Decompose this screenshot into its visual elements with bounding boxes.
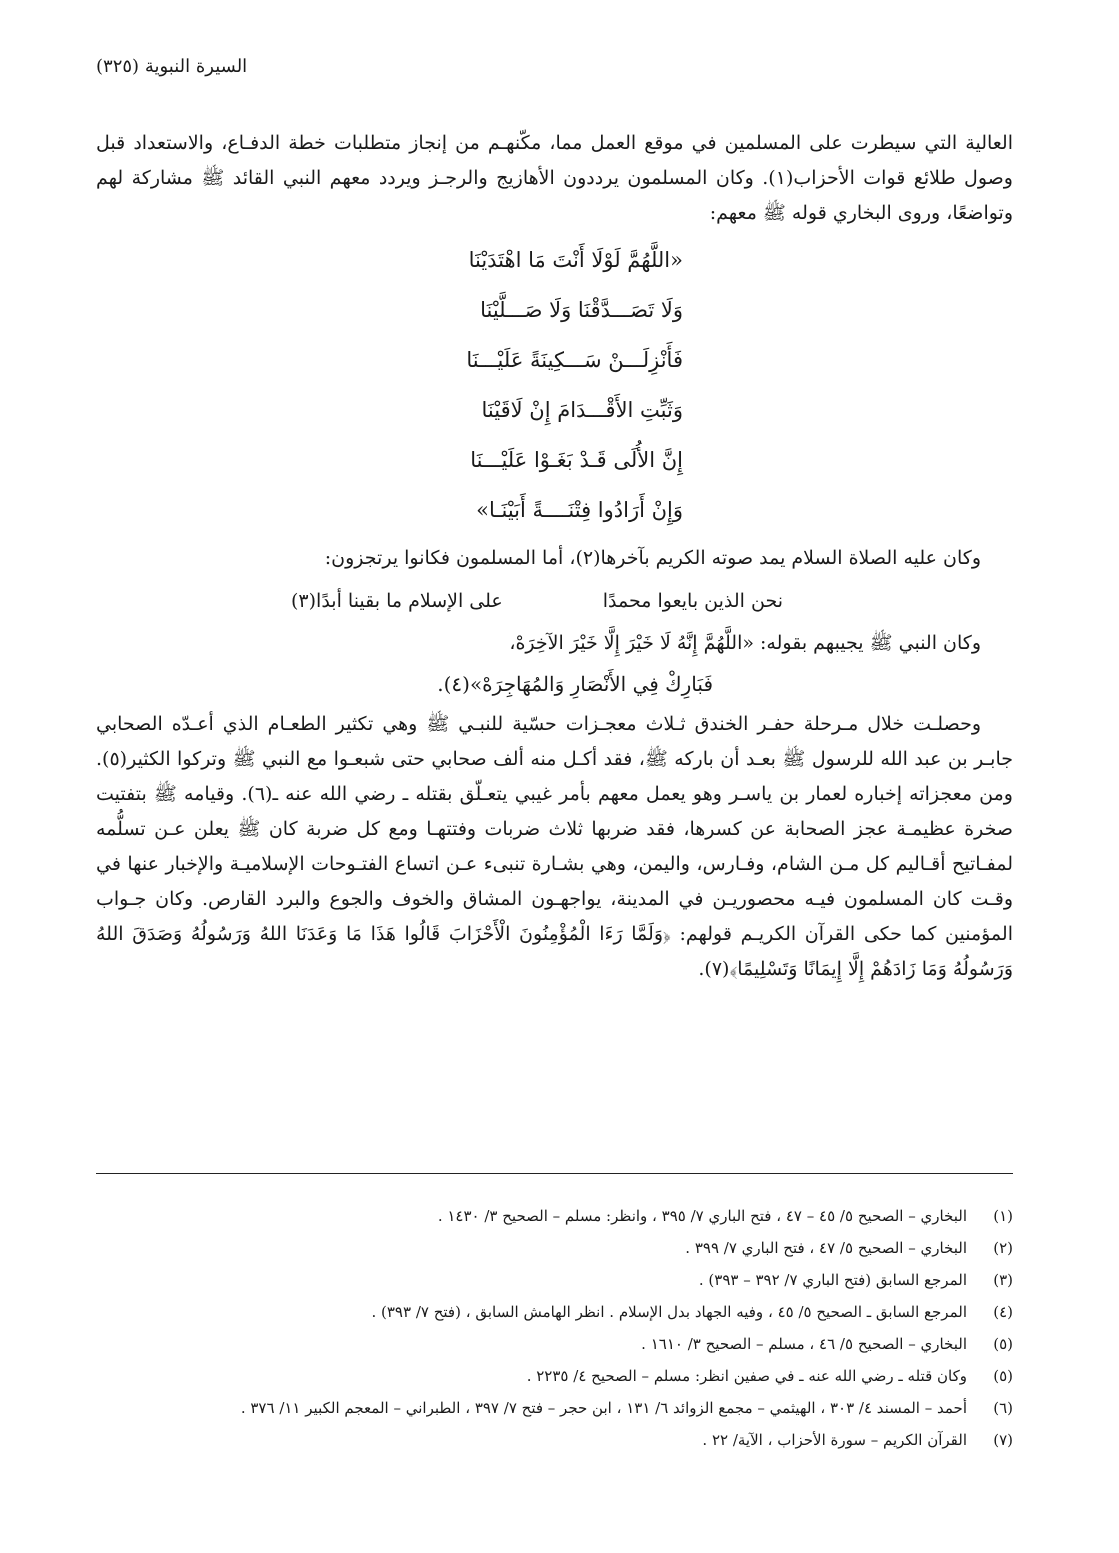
footnote-text: البخاري – الصحيح ٥/ ٤٦ ، مسلم – الصحيح ٣/ ١٦١٠ .: [641, 1335, 967, 1353]
couplet-second-hemistich: على الإسلام ما بقينا أبدًا(٣): [291, 590, 503, 612]
poem-line: وَثَبِّتِ الأَقْـــدَامَ إِنْ لَاقَيْنَا: [481, 398, 683, 422]
prophet-reply-line-1: وكان النبي ﷺ يجيبهم بقوله: «اللَّهُمَّ إِنَّهُ لَا خَيْرَ إِلَّا خَيْرَ الآخِرَهْ،: [509, 632, 981, 654]
footnote: [96, 1232, 1013, 1264]
footnote-divider: [96, 1173, 1013, 1174]
footnote-number: (١): [993, 1207, 1013, 1225]
footnote-text: البخاري – الصحيح ٥/ ٤٥ – ٤٧ ، فتح الباري ٧/ ٣٩٥ ، وانظر: مسلم – الصحيح ٣/ ١٤٣٠ .: [437, 1207, 967, 1225]
footnote-number: (٢): [993, 1239, 1013, 1257]
paragraph-2: وكان عليه الصلاة السلام يمد صوته الكريم بآخرها(٢)، أما المسلمون فكانوا يرتجزون:: [324, 547, 981, 569]
main-text: [96, 126, 1013, 987]
footnote-text: وكان قتله ـ رضي الله عنه ـ في صفين انظر: مسلم – الصحيح ٤/ ٢٢٣٥ .: [526, 1367, 967, 1385]
footnote: [96, 1328, 1013, 1360]
paragraph-1: العالية التي سيطرت على المسلمين في موقع العمل مما، مكّنهـم من إنجاز متطلبات خطة الدفـاع، والاستعداد قبل وصول طلائع قوات الأحزاب(١). وكان المسلمون يرددون الأهازيج والرجـز ويردد معهم النبي القائد ﷺ مشاركة لهم وتواضعًا، وروى البخاري قوله ﷺ معهم:: [96, 132, 1013, 224]
paragraph-3: وحصلـت خلال مـرحلة حفـر الخندق ثـلاث معجـزات حسّية للنبـي ﷺ وهي تكثير الطعـام الذي أعـدّه الصحابي جابـر بن عبد الله للرسول ﷺ بعـد أن باركه ﷺ، فقد أكـل منه ألف صحابي حتى شبعـوا مع النبي ﷺ وتركوا الكثير(٥). ومن معجزاته إخباره لعمار بن ياسـر وهو يعمل معهم بأمر غيبي يتعـلّق بقتله ـ رضي الله عنه ـ(٦). وقيامه ﷺ بتفتيت صخرة عظيمـة عجز الصحابة عن كسرها، فقد ضربها ثلاث ضربات وفتتهـا ومع كل ضربة كان ﷺ يعلن عـن تسلُّمه لمفـاتيح أقـاليم كل مـن الشام، وفـارس، واليمن، وهي بشـارة تنبىء عـن اتساع الفتـوحات الإسلاميـة والإخبار عنها في وقـت كان المسلمون فيـه محصوريـن في المدينة، يواجهـون المشاق والخوف والجوع والبرد القارص. وكان جـواب المؤمنين كما حكى القرآن الكريـم قولهم: ﴿وَلَمَّا رَءَا الْمُؤْمِنُونَ الْأَحْزَابَ قَالُوا هَذَا مَا وَعَدَنَا اللهُ وَرَسُولُهُ وَصَدَقَ اللهُ وَرَسُولُهُ وَمَا زَادَهُمْ إِلَّا إِيمَانًا وَتَسْلِيمًا﴾(٧).: [96, 713, 1013, 980]
poem-line: «اللَّهُمَّ لَوْلَا أَنْتَ مَا اهْتَدَيْنَا: [468, 248, 683, 272]
footnote-number: (٧): [993, 1431, 1013, 1449]
page-number: (٣٢٥): [96, 56, 140, 77]
footnote-text: القرآن الكريم – سورة الأحزاب ، الآية/ ٢٢ .: [702, 1431, 967, 1449]
footnote-number: (٥): [993, 1367, 1013, 1385]
poem-line: إِنَّ الأُلَى قَـدْ بَغَـوْا عَلَيْـــنَا: [470, 448, 683, 472]
footnote-text: المرجع السابق ـ الصحيح ٥/ ٤٥ ، وفيه الجهاد بدل الإسلام . انظر الهامش السابق ، (فتح ٧/ ٣٩٣) .: [371, 1303, 967, 1321]
footnote-number: (٦): [993, 1399, 1013, 1417]
footnotes: [96, 1200, 1013, 1456]
footnote-number: (٤): [993, 1303, 1013, 1321]
poem-line: فَأَنْزِلَـــنْ سَـــكِينَةً عَلَيْـــنَا: [466, 348, 683, 372]
footnote: [96, 1424, 1013, 1456]
book-title: السيرة النبوية: [144, 56, 248, 77]
footnote: [96, 1200, 1013, 1232]
rajaz-couplet: [96, 580, 1013, 622]
footnote-number: (٣): [993, 1271, 1013, 1289]
prophet-reply-line-2: فَبَارِكْ فِي الأَنْصَارِ وَالمُهَاجِرَهْ»(٤).: [437, 672, 713, 696]
footnote: [96, 1296, 1013, 1328]
poem-line: وَإِنْ أَرَادُوا فِتْنَــــةً أَبَيْنَـا»: [476, 498, 683, 522]
footnote-number: (٥): [993, 1335, 1013, 1353]
poem: [96, 235, 1013, 535]
footnote: [96, 1360, 1013, 1392]
footnote: [96, 1264, 1013, 1296]
footnote-text: أحمد – المسند ٤/ ٣٠٣ ، الهيثمي – مجمع الزوائد ٦/ ١٣١ ، ابن حجر – فتح ٧/ ٣٩٧ ، الطبراني – المعجم الكبير ١١/ ٣٧٦ .: [240, 1399, 967, 1417]
couplet-first-hemistich: نحن الذين بايعوا محمدًا: [602, 590, 783, 612]
footnote-text: المرجع السابق (فتح الباري ٧/ ٣٩٢ – ٣٩٣) .: [698, 1271, 967, 1289]
running-header: [96, 56, 247, 77]
footnote: [96, 1392, 1013, 1424]
footnote-text: البخاري – الصحيح ٥/ ٤٧ ، فتح الباري ٧/ ٣٩٩ .: [685, 1239, 967, 1257]
poem-line: وَلَا تَصَـــدَّقْنَا وَلَا صَـــلَّيْنَا: [480, 298, 683, 322]
